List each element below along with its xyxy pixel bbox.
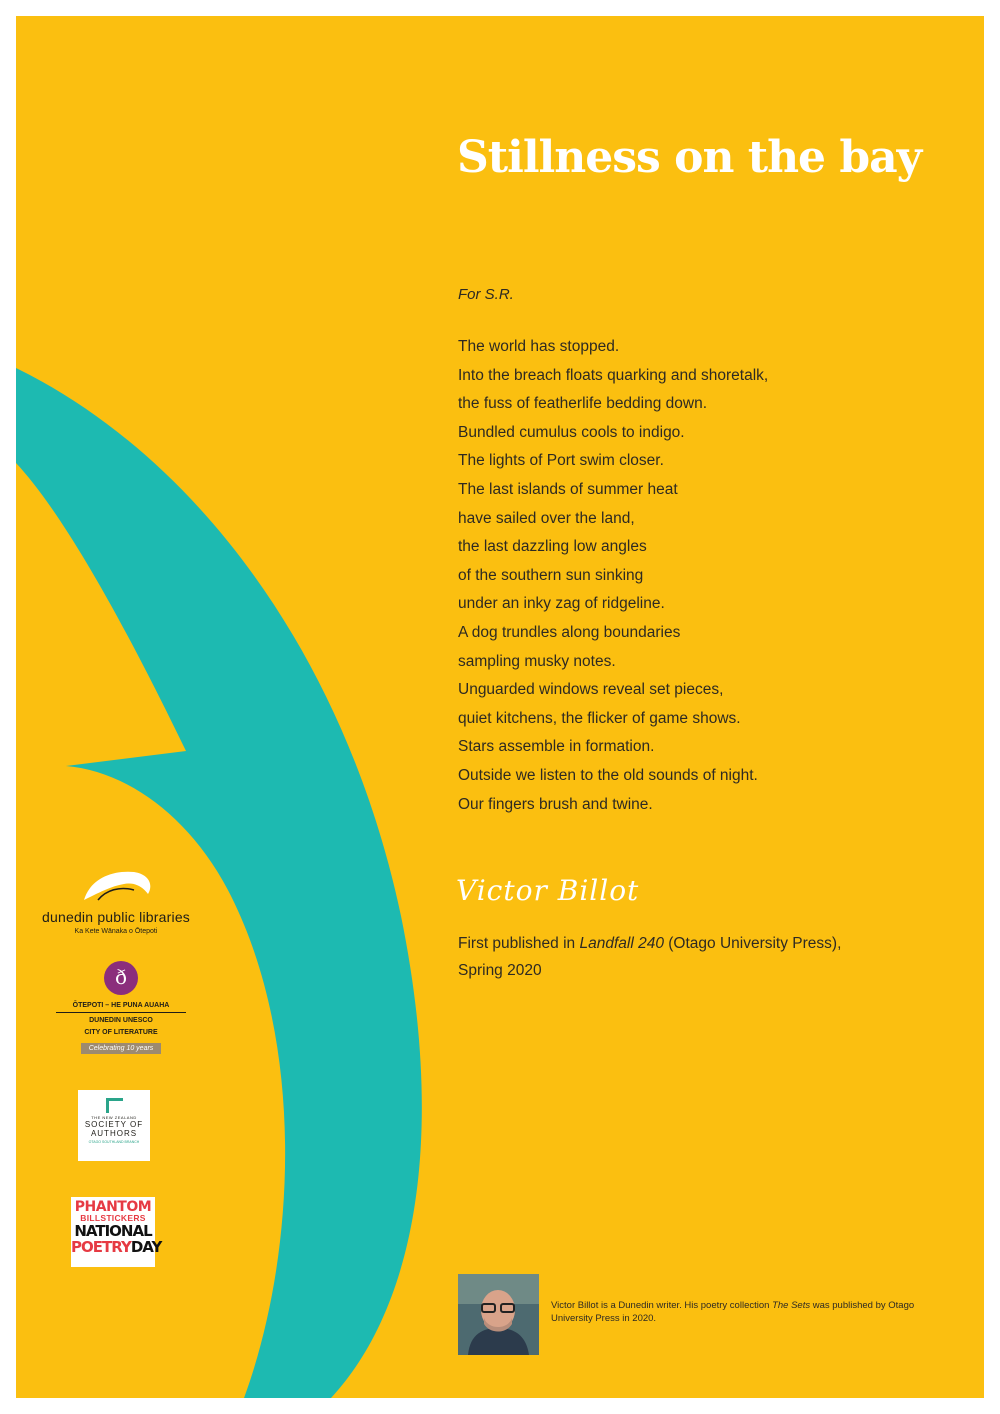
society-mark-icon [106,1098,123,1113]
unesco-banner: Celebrating 10 years [81,1043,162,1054]
publication-suffix: (Otago University Press), [663,935,842,952]
publication-title: Landfall 240 [579,935,664,952]
poem-line: The world has stopped. [458,338,620,355]
poem-line: The lights of Port swim closer. [458,452,664,470]
author-photo [458,1274,539,1355]
npd-phantom: PHANTOM [74,1199,152,1215]
poem-body [458,333,768,819]
poem-line: have sailed over the land, [458,509,635,527]
poem-line: of the southern sun sinking [458,566,644,584]
bio-book: The Sets [772,1300,811,1311]
unesco-line2: DUNEDIN UNESCO [89,1017,153,1024]
poem-line: Unguarded windows reveal set pieces, [458,681,724,699]
poem-title: Stillness on the bay [457,132,922,183]
national-poetry-day-logo [71,1197,162,1267]
npd-day: DAY [130,1238,162,1256]
publication-info [458,930,918,984]
publication-prefix: First published in [458,935,580,952]
wave-icon [76,866,156,902]
bio-before: Victor Billot is a Dunedin writer. His poetry collection [551,1300,773,1311]
poem-line: Stars assemble in formation. [458,738,655,756]
libraries-name: dunedin public libraries [42,909,190,925]
dunedin-public-libraries-logo [36,866,196,935]
poem-line: A dog trundles along boundaries [458,623,681,641]
poem-line: sampling musky notes. [458,652,616,670]
npd-poetry: POETRY [71,1238,131,1256]
poem-line: quiet kitchens, the flicker of game shows. [458,709,741,727]
author-signature: Victor Billot [456,874,640,907]
poem-line: Our fingers brush and twine. [458,795,653,813]
poem-line: The last islands of summer heat [458,480,678,498]
poem-dedication: For S.R. [458,286,514,303]
soa-big1: SOCIETY OF [84,1120,144,1129]
publication-date: Spring 2020 [458,962,542,979]
poem-line: under an inky zag of ridgeline. [458,595,665,613]
unesco-line1: ŌTEPOTI – HE PUNA AUAHA [56,1002,186,1013]
unesco-line3: CITY OF LITERATURE [84,1029,158,1036]
poem-line: Into the breach floats quarking and shoretalk, [458,366,769,384]
poster [16,16,984,1398]
soa-tiny: OTAGO SOUTHLAND BRANCH [88,1140,140,1144]
poem-line: the last dazzling low angles [458,538,647,556]
poem-line: Bundled cumulus cools to indigo. [458,423,685,441]
npd-national: NATIONAL [74,1222,152,1240]
libraries-subtitle: Ka Kete Wānaka o Ōtepoti [74,928,158,935]
literature-glyph-icon: ð [104,961,138,995]
poem-line: the fuss of featherlife bedding down. [458,395,708,413]
soa-small: THE NEW ZEALAND [91,1115,137,1120]
author-bio [551,1300,931,1325]
poem-line: Outside we listen to the old sounds of night. [458,766,758,784]
bio-after: was published by Otago University Press in 2020. [551,1300,915,1324]
npd-billstickers: BILLSTICKERS [80,1213,146,1223]
unesco-city-of-literature-logo [56,961,186,1055]
soa-big2: AUTHORS [90,1129,138,1138]
society-of-authors-logo [78,1090,150,1161]
